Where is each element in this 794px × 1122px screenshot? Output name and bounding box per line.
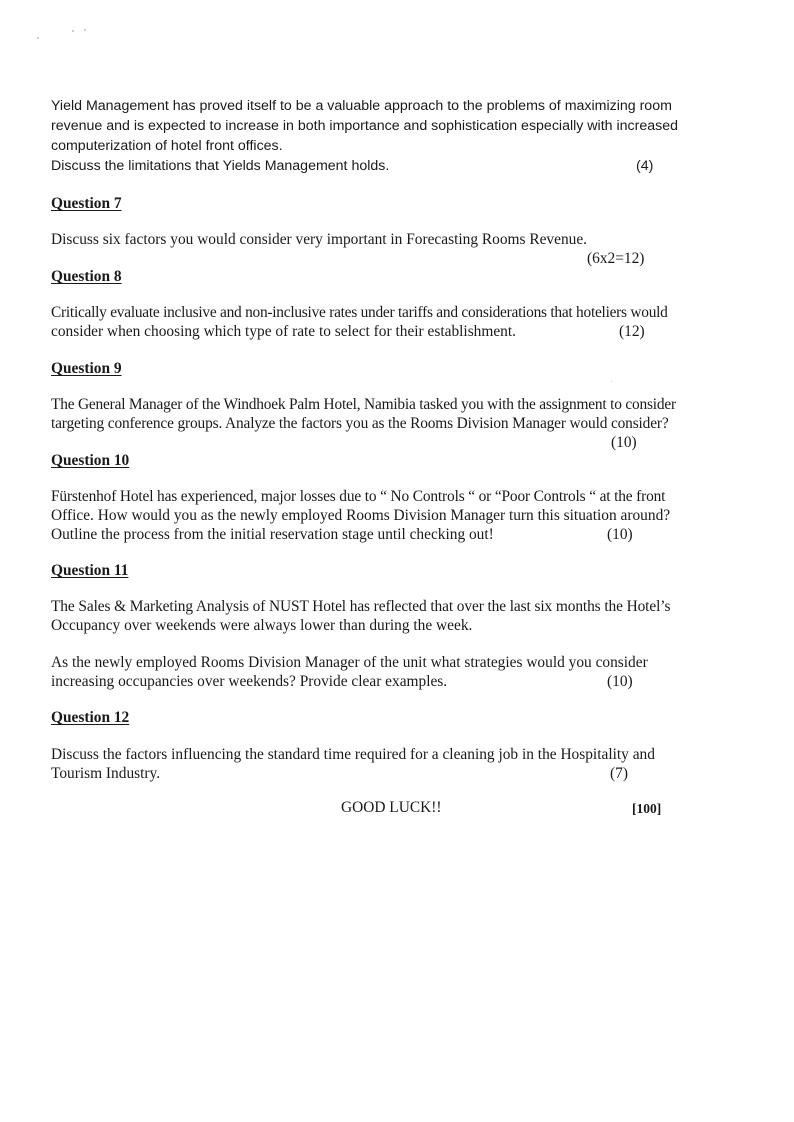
question-11-line: As the newly employed Rooms Division Manager of the unit what strategies would you consider — [51, 654, 648, 671]
question-8-line: Critically evaluate inclusive and non-inclusive rates under tariffs and considerations that hoteliers would — [51, 304, 668, 321]
question-6-body — [51, 96, 721, 176]
question-8-marks: (12) — [619, 323, 645, 340]
question-10-line: Office. How would you as the newly employed Rooms Division Manager turn this situation around? — [51, 507, 671, 524]
question-8-line-last — [51, 322, 711, 341]
question-11-line: The Sales & Marketing Analysis of NUST Hotel has reflected that over the last six months the Hotel’s — [51, 598, 671, 615]
question-11-heading: Question 11 — [51, 562, 129, 579]
scan-speck — [37, 37, 39, 39]
question-6-line: computerization of hotel front offices. — [51, 138, 283, 154]
question-6-prompt-text: Discuss the limitations that Yields Management holds. — [51, 158, 390, 174]
question-9-body — [51, 395, 711, 452]
question-9-line: The General Manager of the Windhoek Palm Hotel, Namibia tasked you with the assignment to consider — [51, 396, 676, 413]
question-9-marks: (10) — [611, 434, 637, 451]
question-12-heading: Question 12 — [51, 709, 130, 726]
question-7-text: Discuss six factors you would consider very important in Forecasting Rooms Revenue. — [51, 231, 588, 248]
question-12-line-2: Tourism Industry. — [51, 765, 161, 782]
question-8-body — [51, 303, 711, 341]
question-6-line: revenue and is expected to increase in both importance and sophistication especially with increased — [51, 118, 678, 134]
question-12-body — [51, 745, 711, 783]
question-11-line-4: increasing occupancies over weekends? Provide clear examples. — [51, 673, 448, 690]
question-7-heading: Question 7 — [51, 195, 122, 212]
question-8-line-2: consider when choosing which type of rate to select for their establishment. — [51, 323, 517, 340]
question-7-marks: (6x2=12) — [587, 250, 645, 267]
question-6-line: Yield Management has proved itself to be a valuable approach to the problems of maximizing room — [51, 98, 672, 114]
question-12-marks: (7) — [610, 765, 628, 782]
question-9-marks-line — [51, 433, 711, 452]
question-9-heading: Question 9 — [51, 360, 122, 377]
question-11-paragraph-1 — [51, 597, 711, 635]
question-12-line: Discuss the factors influencing the standard time required for a cleaning job in the Hospitality and — [51, 746, 655, 763]
question-11-line: Occupancy over weekends were always lower than during the week. — [51, 617, 473, 634]
question-10-body — [51, 487, 711, 544]
question-11-marks: (10) — [607, 673, 633, 690]
question-6-prompt — [51, 156, 721, 176]
question-10-line: Fürstenhof Hotel has experienced, major losses due to “ No Controls “ or “Poor Controls “ at the front — [51, 488, 666, 505]
question-11-line-last — [51, 672, 711, 691]
question-10-marks: (10) — [607, 526, 633, 543]
question-9-line: targeting conference groups. Analyze the factors you as the Rooms Division Manager would consider? — [51, 415, 669, 432]
question-10-line-3: Outline the process from the initial reservation stage until checking out! — [51, 526, 494, 543]
question-8-heading: Question 8 — [51, 268, 122, 285]
question-10-heading: Question 10 — [51, 452, 130, 469]
total-marks: [100] — [632, 801, 662, 816]
closing-text: GOOD LUCK!! — [341, 799, 442, 816]
question-6-marks: (4) — [636, 158, 654, 174]
question-10-line-last — [51, 525, 711, 544]
question-7-body — [51, 230, 711, 268]
scan-speck — [611, 381, 612, 382]
question-7-marks-line — [51, 249, 711, 268]
question-12-line-last — [51, 764, 711, 783]
scan-speck — [72, 30, 74, 32]
scan-speck — [84, 29, 86, 31]
question-11-paragraph-2 — [51, 653, 711, 691]
